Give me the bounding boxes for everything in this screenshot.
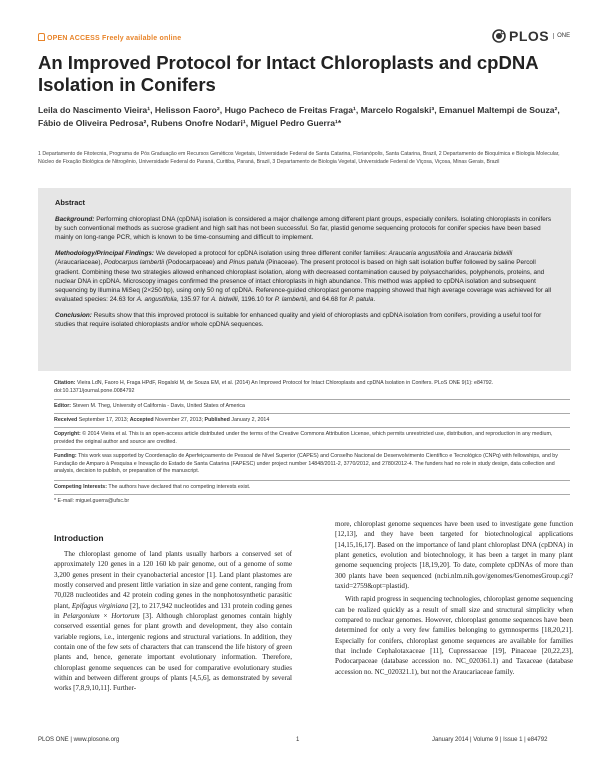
received-label: Received [54, 417, 78, 423]
footer-journal[interactable]: PLOS ONE | www.plosone.org [38, 737, 120, 743]
species-2: Araucaria bidwilli [464, 250, 513, 258]
copyright-label: Copyright: [54, 431, 81, 437]
coverage-species-3: P. lambertii [274, 295, 306, 303]
background-label: Background: [55, 216, 95, 224]
accepted-label: Accepted [129, 417, 154, 423]
methods-label: Methodology/Principal Findings: [55, 250, 155, 258]
open-access-text: OPEN ACCESS Freely available online [47, 35, 182, 42]
background-text: Performing chloroplast DNA (cpDNA) isolation is considered a major challenge among different plant groups, especially conifers. Isolating chloroplasts in conifers by such conventional methods as sucrose gradient and high salt has not been successful. So far, plastid genome sequencing protocols for conifer species have been based mainly on long-range PCR, which is known to be time-consuming and difficult to implement. [55, 216, 552, 242]
published-label: Published [204, 417, 230, 423]
abstract-methods [55, 249, 559, 304]
species-1: Araucaria angustifolia [388, 250, 451, 258]
intro-p1-species-1: Epifagus virginiana [71, 601, 129, 610]
species-4: Pinus patula [229, 259, 265, 267]
divider [54, 413, 570, 414]
coverage-species-1: A. angustifolia [136, 295, 177, 303]
family-1: (Araucariaceae), [55, 259, 103, 267]
divider [54, 494, 570, 495]
plos-logo-icon [492, 29, 506, 43]
article-title: An Improved Protocol for Intact Chloroplasts and cpDNA Isolation in Conifers [38, 52, 538, 95]
methods-text-2: (Pinaceae). The present protocol is based on high salt isolation buffer followed by saline Percoll gradient. Combining these two strategies allowed enhanced chloroplast isolation, along with decreased contamination caused by polysaccharides, polyphenols, proteins, and nuclear DNA in cpDNA. Microscopy images confirmed the presence of intact chloroplasts in high abundance. This method was applied to cpDNA isolation and subsequent sequencing by Illumina MiSeq (2×250 bp), using only 50 ng of cpDNA. Reference-guided chloroplast genome mapping showed that high average coverage was achieved for all evaluated species: 24.63 for [55, 259, 552, 303]
abstract-background [55, 215, 559, 242]
family-2: (Podocarpaceae) and [165, 259, 228, 267]
intro-paragraph-3: With rapid progress in sequencing technologies, chloroplast genome sequencing can be realized quickly as a result of small size and structural simplicity when compared to nuclear genomes. However, chloroplast genome sequences have been determined for only a very few families belonging to gymnosperms [18,20,21]. Especially for conifers, chloroplast genome sequences are available for families that include Cephalotaxaceae [11], Cupressaceae [19], Pinaceae [20,22,23], Podocarpaceae (database accession no. NC_020361.1) and Taxaceae (database accession no. NC_020321.1), but not the Araucariaceae family. [335, 595, 573, 676]
citation [54, 380, 574, 395]
divider [54, 449, 570, 450]
copyright-text: © 2014 Vieira et al. This is an open-access article distributed under the terms of the Creative Commons Attribution License, which permits unrestricted use, distribution, and reproduction in any medium, provided the original author and source are credited. [54, 431, 553, 445]
coverage-text-3: , and 64.68 for [305, 295, 348, 303]
species-3: Podocarpus lambertii [104, 259, 165, 267]
email[interactable]: * E-mail: miguel.guerra@ufsc.br [54, 498, 130, 504]
divider [54, 427, 570, 428]
intro-p1-c: [2], to 217,942 nucleotides and 131 protein coding genes in [54, 601, 293, 621]
plos-one-logo[interactable] [492, 28, 570, 44]
intro-paragraph-2: more, chloroplast genome sequences have been used to investigate gene function [12,13], and they have been targeted for biotechnological applications [14,15,16,17]. Based on the importance of land plant chloroplast DNA (cpDNA) in plant genetics, evolution and biotechnology, it has been a target in many plant genome sequencing projects [18,19,20]. To date, complete cpDNAs of more than 300 plants have been sequenced (ncbi.nlm.nih.gov/genomes/GenomesGroup.cgi?taxid=2759&opt=plastid). [335, 520, 573, 591]
competing-text: The authors have declared that no competing interests exist. [108, 484, 251, 490]
methods-text-1: We developed a protocol for cpDNA isolation using three different conifer families: [155, 250, 387, 258]
received-date: September 17, 2013; [78, 417, 129, 423]
coverage-text-1: , 135.97 for [176, 295, 210, 303]
funding [54, 453, 574, 476]
intro-p1-species-2: Pelargonium × Hortorum [62, 612, 140, 621]
editor-text: Steven M. Theg, University of California - Davis, United States of America [72, 403, 245, 409]
coverage-species-4: P. patula [348, 295, 374, 303]
methods-and: and [451, 250, 463, 258]
divider [54, 399, 570, 400]
conclusion-text: Results show that this improved protocol is suitable for enhanced quality and yield of chloroplasts and cpDNA isolation from conifers, providing a useful tool for studies that require isolated chloroplasts and/or whole cpDNA sequences. [55, 311, 542, 329]
open-access-label [38, 33, 181, 42]
logo-sub: ONE [553, 33, 570, 39]
footer-issue: January 2014 | Volume 9 | Issue 1 | e84792 [432, 737, 548, 743]
accepted-date: November 27, 2013; [155, 417, 204, 423]
intro-p1-a: The chloroplast genome of land plants usually harbors a conserved set of approximately 120 genes in a 120 160 kb pair genome, out of a genome of some 3,200 genes present in their cyanobacterial ancestor [1]. Land plant plastomes are mostly conserved and present little variation in size and gene content, ranging from 70,028 nucleotides and 42 protein coding genes in the nonphotosynthetic parasitic plant, [54, 550, 292, 610]
competing-label: Competing Interests: [54, 484, 107, 490]
copyright [54, 431, 574, 446]
funding-label: Funding: [54, 453, 77, 459]
open-lock-icon [38, 33, 45, 41]
intro-column-2 [335, 519, 573, 677]
coverage-species-2: A. bidwilli [211, 295, 238, 303]
editor [54, 403, 574, 411]
citation-text[interactable]: Vieira LdN, Faoro H, Fraga HPdF, Rogalski M, de Souza EM, et al. (2014) An Improved Protocol for Intact Chloroplasts and cpDNA Isolation in Conifers. PLoS ONE 9(1): e84792. doi:10.1371/journal.pone.0084792 [54, 380, 494, 394]
published-date: January 2, 2014 [231, 417, 270, 423]
coverage-text-end: . [373, 295, 376, 303]
divider [54, 480, 570, 481]
competing-interests [54, 484, 574, 492]
abstract-conclusion [55, 311, 559, 329]
citation-label: Citation: [54, 380, 76, 386]
dates [54, 417, 574, 425]
logo-text: PLOS [509, 28, 550, 44]
intro-p1-e: [3]. Although chloroplast genomes contain highly conserved essential genes for plant growth and development, they also contain variable regions, i.e., intergenic regions and structural variations. In addition, they contain one of the few sets of characters that can transcend the life history of green plants and, hence, generate important evolutionary information. Therefore, chloroplast genome sequences can be used for comparative evolutionary studies within and between different groups of plants [4,5,6], as demonstrated by several works [7,8,9,10,11]. Further- [54, 612, 292, 693]
intro-heading: Introduction [54, 533, 104, 543]
abstract-box [38, 188, 571, 371]
page-number: 1 [296, 737, 300, 743]
author-list: Leila do Nascimento Vieira¹, Helisson Faoro², Hugo Pacheco de Freitas Fraga¹, Marcelo Rogalski³, Emanuel Maltempi de Souza², Fábio de Oliveira Pedrosa², Rubens Onofre Nodari¹, Miguel Pedro Guerra¹* [38, 105, 560, 128]
editor-label: Editor: [54, 403, 72, 409]
intro-paragraph-1 [54, 549, 292, 694]
intro-column-1 [54, 549, 292, 694]
affiliations: 1 Departamento de Fitotecnia, Programa de Pós Graduação em Recursos Genéticos Vegetais, Universidade Federal de Santa Catarina, Florianópolis, Santa Catarina, Brazil, 2 Departamento de Bioquímica e Biologia Molecular, Núcleo de Fixação Biológica de Nitrogênio, Universidade Federal do Paraná, Curitiba, Paraná, Brazil, 3 Departamento de Biologia Vegetal, Universidade Federal de Viçosa, Viçosa, Minas Gerais, Brazil [38, 151, 560, 165]
conclusion-label: Conclusion: [55, 311, 92, 319]
coverage-text-2: , 1196.10 for [237, 295, 274, 303]
abstract-heading: Abstract [55, 198, 85, 207]
funding-text: This work was supported by Coordenação de Aperfeiçoamento de Pessoal de Nível Superior (CAPES) and Conselho Nacional de Desenvolvimento Científico e Tecnológico (CNPq) with fellowships, and by Fundação de Amparo à Pesquisa e Inovação do Estado de Santa Catarina (FAPESC) under project number 14848/2011-2, 3770/2012, and 2780/2012-4. The funders had no role in study design, data collection and analysis, decision to publish, or preparation of the manuscript. [54, 453, 558, 475]
